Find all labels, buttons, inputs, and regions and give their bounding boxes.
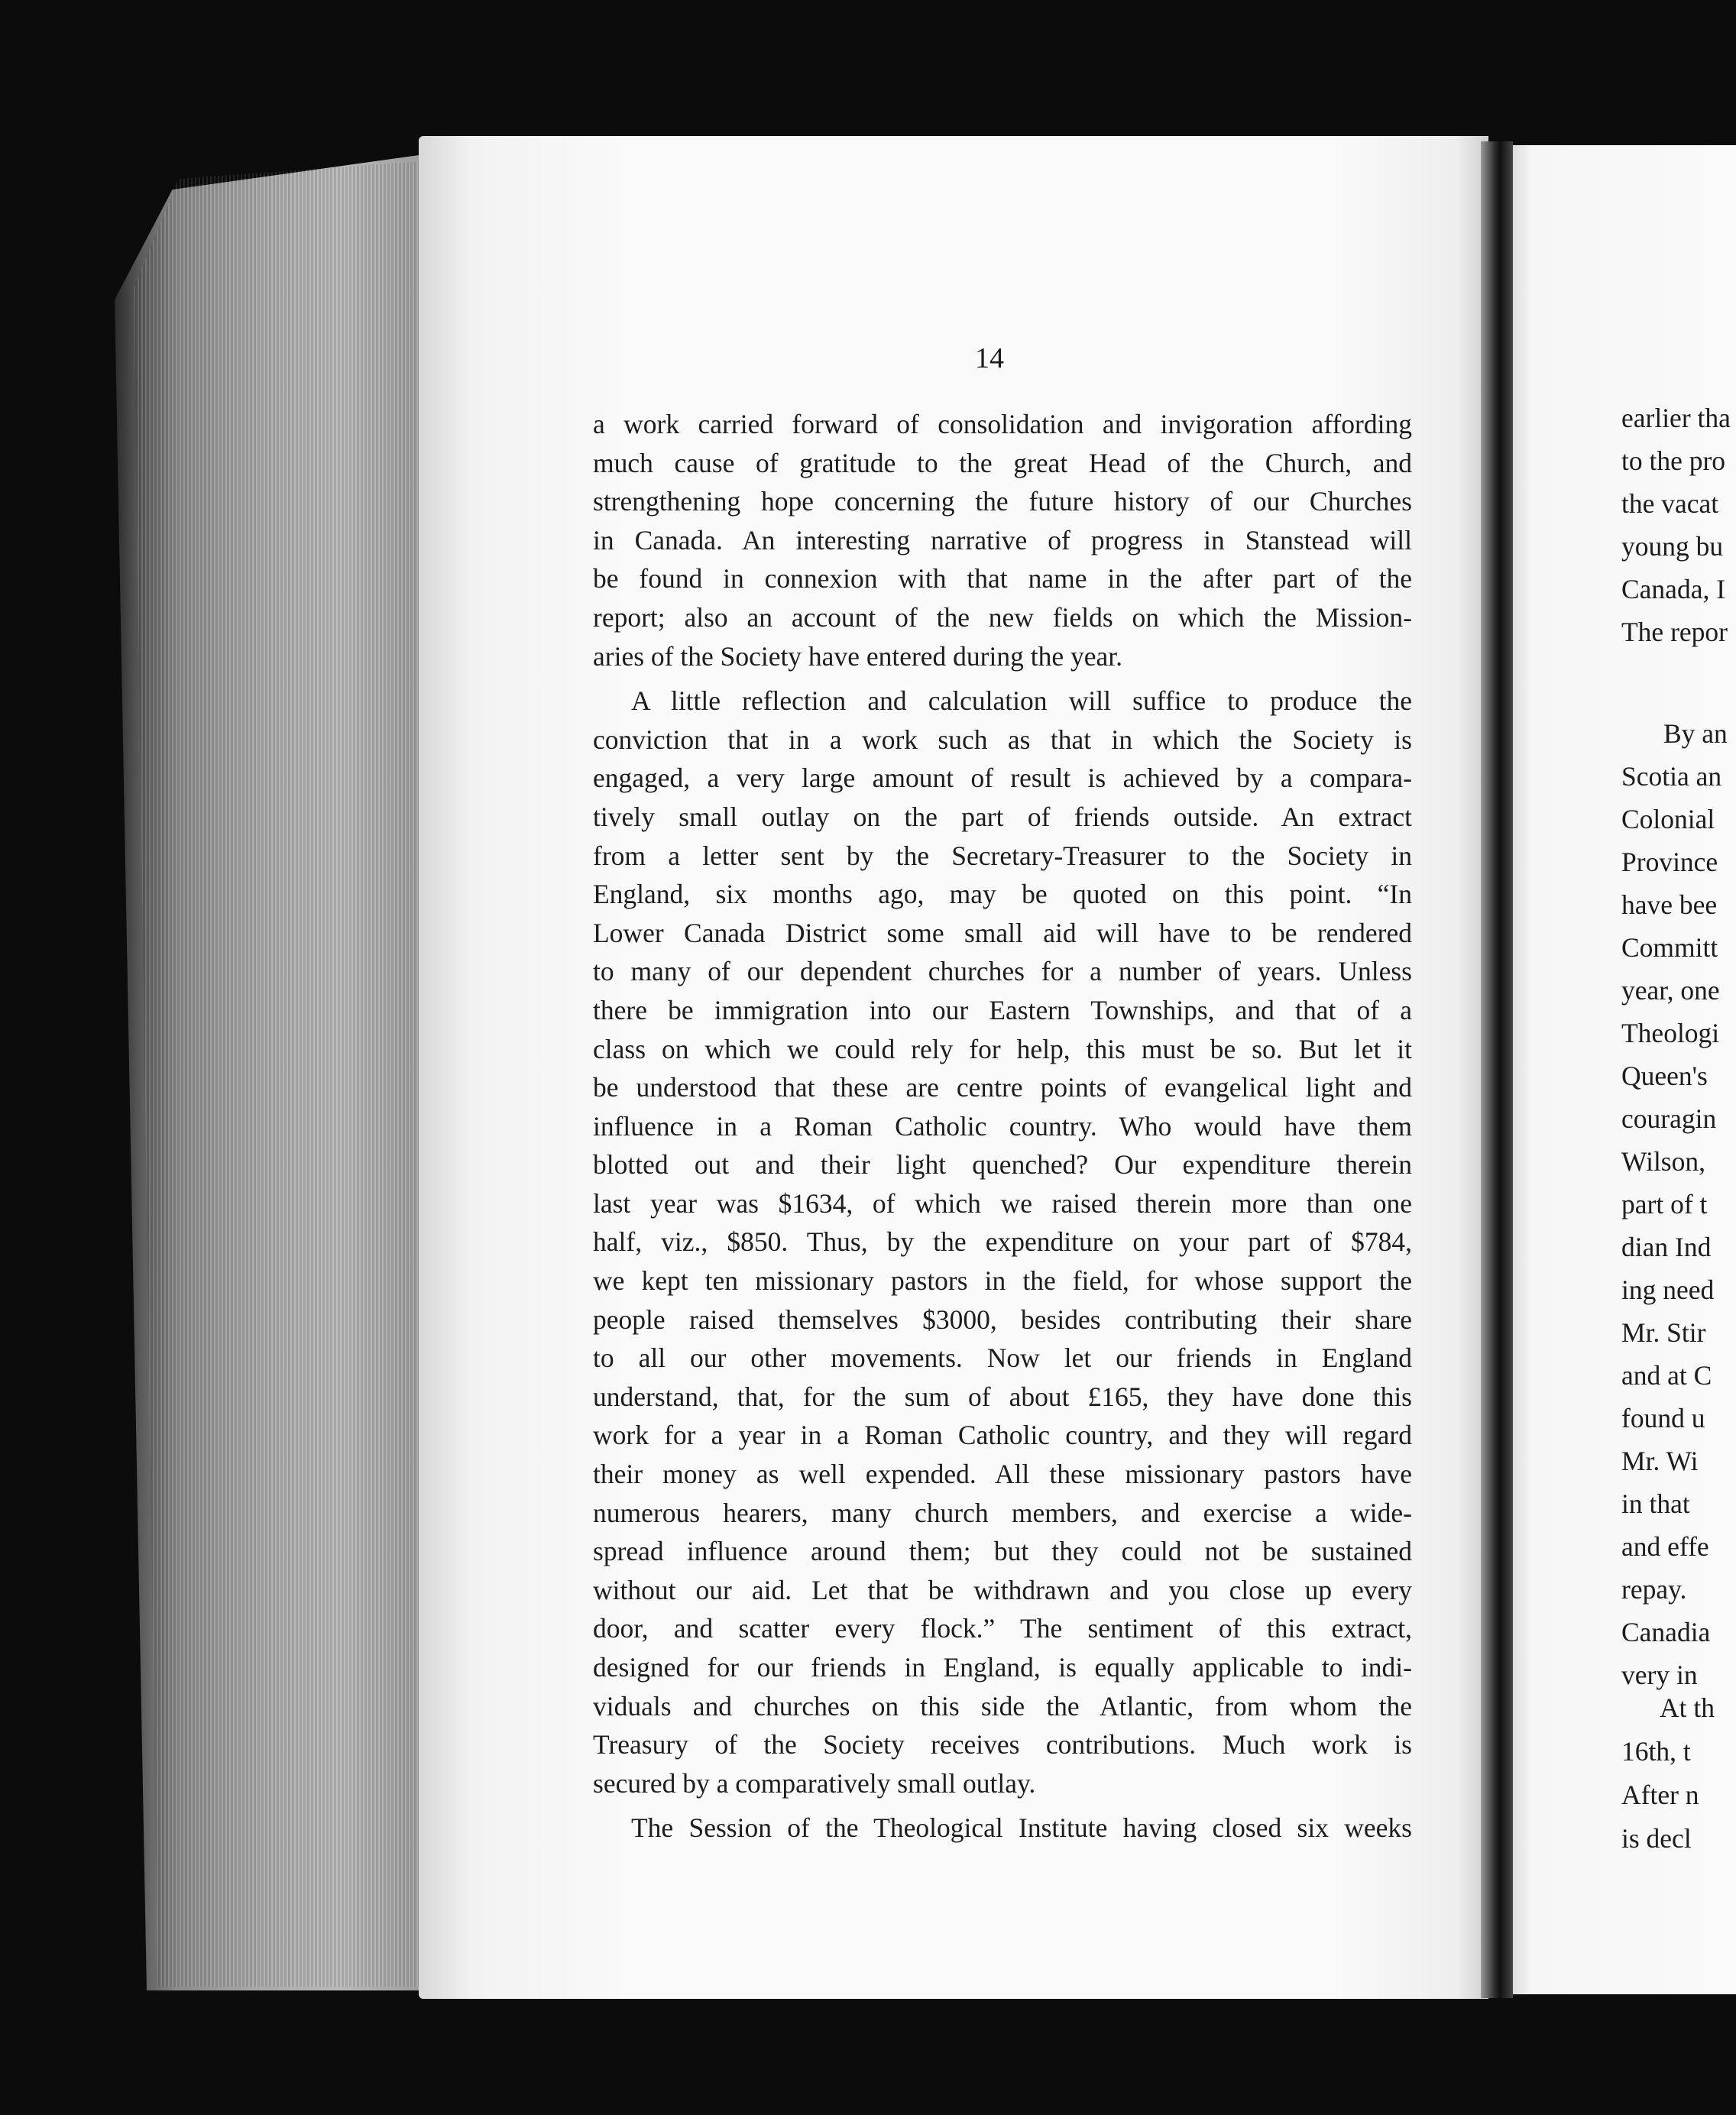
text-line: understand, that, for the sum of about £165, they have done this: [593, 1381, 1412, 1412]
text-line: to all our other movements. Now let our friends in England: [593, 1343, 1412, 1374]
text-line: people raised themselves $3000, besides contributing their share: [593, 1304, 1412, 1335]
right-page-fragment: young bu: [1621, 531, 1724, 562]
text-line: half, viz., $850. Thus, by the expenditure on your part of $784,: [593, 1226, 1412, 1258]
right-page-fragment: is decl: [1621, 1823, 1692, 1854]
text-line: engaged, a very large amount of result is achieved by a compara-: [593, 763, 1412, 794]
right-page-fragment: the vacat: [1621, 488, 1719, 519]
right-page-fragment: Province: [1621, 847, 1718, 877]
text-line: class on which we could rely for help, this must be so. But let it: [593, 1033, 1412, 1064]
right-page-fragment: Colonial: [1621, 804, 1715, 834]
right-page-fragment: earlier tha: [1621, 403, 1731, 433]
right-page-fragment: Scotia an: [1621, 761, 1722, 792]
right-page-fragment: Mr. Stir: [1621, 1317, 1706, 1348]
text-line: Treasury of the Society receives contributions. Much work is: [593, 1729, 1412, 1760]
text-line: England, six months ago, may be quoted on this point. “In: [593, 879, 1412, 910]
text-line: to many of our dependent churches for a number of years. Unless: [593, 956, 1412, 987]
text-line: in Canada. An interesting narrative of progress in Stanstead will: [593, 524, 1412, 555]
text-line: from a letter sent by the Secretary-Treasurer to the Society in: [593, 840, 1412, 871]
right-page-fragment: 16th, t: [1621, 1736, 1691, 1767]
right-page-fragment: have bee: [1621, 889, 1718, 920]
right-page-fragment: dian Ind: [1621, 1232, 1712, 1262]
text-line: blotted out and their light quenched? Our expenditure therein: [593, 1149, 1412, 1181]
text-line: spread influence around them; but they could not be sustained: [593, 1536, 1412, 1567]
right-page-fragment: Mr. Wi: [1621, 1446, 1699, 1476]
right-page-fragment: Canada, I: [1621, 574, 1726, 604]
right-page-fragment: very in: [1621, 1660, 1698, 1690]
right-page-fragment: in that: [1621, 1488, 1690, 1519]
text-line: numerous hearers, many church members, and exercise a wide-: [593, 1497, 1412, 1528]
right-page-fragment: Theologi: [1621, 1018, 1720, 1048]
text-line: be understood that these are centre points of evangelical light and: [593, 1072, 1412, 1103]
text-line: strengthening hope concerning the future history of our Churches: [593, 486, 1412, 517]
right-page-fragment: At th: [1660, 1692, 1715, 1723]
page-number: 14: [975, 342, 1004, 374]
right-page-fragment: By an: [1663, 718, 1728, 749]
right-page-fragment: to the pro: [1621, 445, 1726, 476]
text-line: door, and scatter every flock.” The sentiment of this extract,: [593, 1613, 1412, 1644]
right-page-fragment: repay.: [1621, 1574, 1687, 1605]
text-line: work for a year in a Roman Catholic country, and they will regard: [593, 1420, 1412, 1451]
right-page-fragment: and at C: [1621, 1360, 1712, 1391]
text-line: we kept ten missionary pastors in the field, for whose support the: [593, 1265, 1412, 1297]
text-line: last year was $1634, of which we raised therein more than one: [593, 1187, 1412, 1219]
right-page-fragment: Canadia: [1621, 1617, 1711, 1647]
text-line: report; also an account of the new fields on which the Mission-: [593, 601, 1412, 633]
text-line: Lower Canada District some small aid will have to be rendered: [593, 917, 1412, 948]
text-line: much cause of gratitude to the great Head of the Church, and: [593, 447, 1412, 478]
right-page-fragment: year, one: [1621, 975, 1720, 1006]
right-page-fragment: ing need: [1621, 1275, 1715, 1305]
text-line: conviction that in a work such as that in which the Society is: [593, 724, 1412, 755]
right-page-fragment: found u: [1621, 1403, 1705, 1433]
paragraph-gap: [593, 675, 1412, 682]
book-gutter: [1481, 141, 1513, 1998]
text-line: A little reflection and calculation will suffice to produce the: [631, 685, 1412, 717]
text-line: secured by a comparatively small outlay.: [593, 1767, 1036, 1799]
right-page-fragment: part of t: [1621, 1189, 1708, 1219]
text-line: a work carried forward of consolidation and invigoration affording: [593, 409, 1412, 439]
left-page-text: [593, 405, 1412, 1848]
right-page-fragment: Queen's: [1621, 1061, 1708, 1091]
book-page-edge-lines: [134, 160, 432, 1987]
text-line: be found in connexion with that name in the after part of the: [593, 563, 1412, 594]
text-line: tively small outlay on the part of friends outside. An extract: [593, 801, 1412, 832]
text-line: The Session of the Theological Institute having closed six weeks: [631, 1812, 1412, 1844]
right-page-fragment: Wilson,: [1621, 1146, 1706, 1177]
text-line: their money as well expended. All these missionary pastors have: [593, 1459, 1412, 1490]
right-page-fragment: The repor: [1621, 617, 1728, 647]
text-line: viduals and churches on this side the Atlantic, from whom the: [593, 1690, 1412, 1721]
right-page-fragment: and effe: [1621, 1531, 1709, 1562]
right-page-fragment: couragin: [1621, 1103, 1717, 1134]
paragraph-gap: [593, 1802, 1412, 1809]
text-line: there be immigration into our Eastern Townships, and that of a: [593, 994, 1412, 1025]
text-line: designed for our friends in England, is equally applicable to indi-: [593, 1652, 1412, 1683]
text-line: influence in a Roman Catholic country. Who would have them: [593, 1110, 1412, 1142]
text-line: aries of the Society have entered during the year.: [593, 640, 1122, 672]
right-page-fragment: After n: [1621, 1780, 1699, 1810]
right-page-fragment: Committ: [1621, 932, 1718, 963]
text-line: without our aid. Let that be withdrawn and you close up every: [593, 1574, 1412, 1605]
